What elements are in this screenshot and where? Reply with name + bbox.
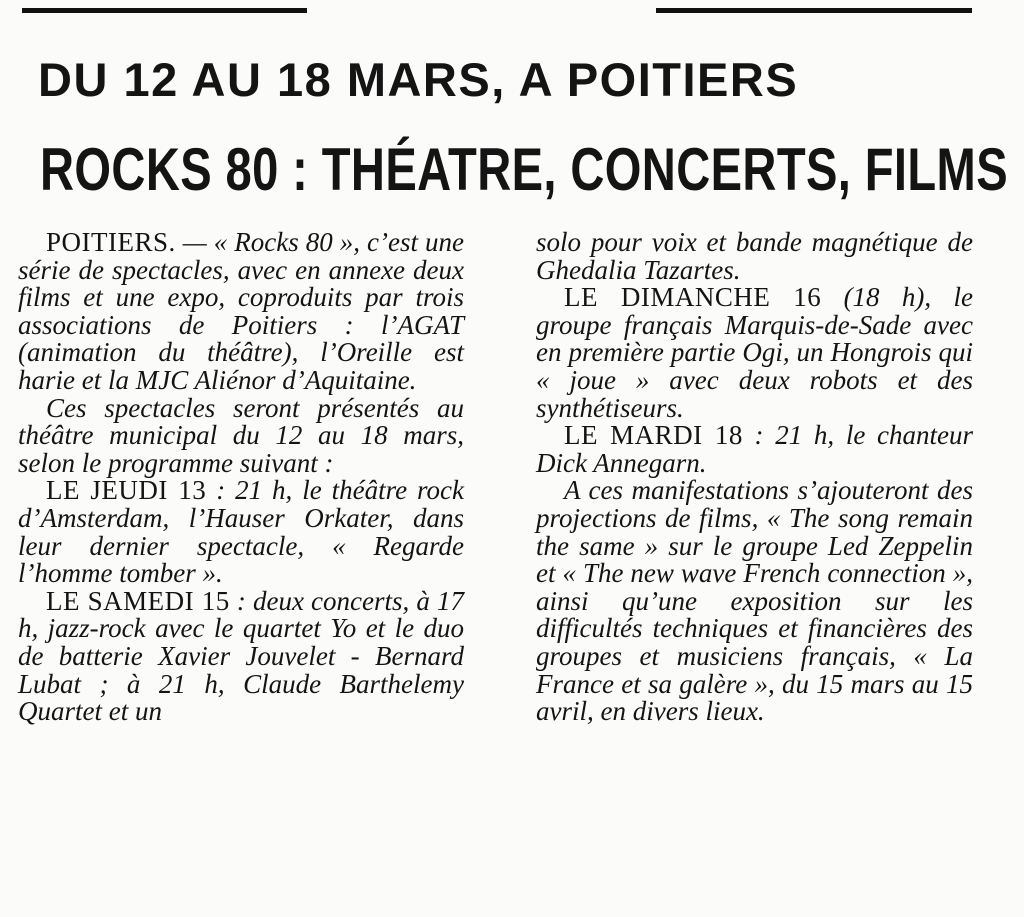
paragraph-continued [536,229,973,284]
top-rule-left [22,8,307,13]
dateline: POITIERS. [46,227,176,257]
day-heading: LE SAMEDI 15 [46,585,230,616]
paragraph-thursday [18,477,464,587]
paragraph-text: Ces spectacles seront présentés au théâtre municipal du 12 au 18 mars, selon le programme suivant : [18,392,464,478]
top-rule-right [656,8,972,13]
day-heading: LE MARDI 18 [564,420,743,451]
day-heading: LE JEUDI 13 [46,475,207,506]
paragraph-text: A ces manifestations s’ajouteront des projections de films, « The song remain the same » sur le groupe Led Zeppelin et « The new wave French connection », ainsi qu’une exposition sur les difficultés techniques et financières des groupes et musiciens français, « La France et sa galère », du 15 mars au 15 avril, en divers lieux. [536,475,973,727]
paragraph-text: solo pour voix et bande magnétique de Ghedalia Tazartes. [536,227,973,285]
paragraph-sunday [536,284,973,422]
paragraph-text: (18 h), le groupe français Marquis-de-Sade avec en première partie Ogi, un Hongrois qui « joue » avec deux robots et des synthétiseurs. [536,282,973,423]
headline: DU 12 AU 18 MARS, A POITIERS [38,53,799,106]
paragraph-text: : 21 h, le théâtre rock d’Amsterdam, l’Hauser Orkater, dans leur dernier spectacle, « Regarde l’homme tomber ». [18,475,464,589]
paragraph-extras [536,477,973,725]
paragraph-saturday [18,585,464,727]
left-column [18,229,464,726]
paragraph-text: : 21 h, le chanteur Dick Annegarn. [536,420,974,478]
paragraph-schedule-intro [18,392,464,478]
paragraph-text: — « Rocks 80 », c’est une série de spectacles, avec en annexe deux films et une expo, coproduits par trois associations de Poitiers : l’AGAT (animation du théâtre), l’Oreille est harie et la MJC Aliénor d’Aquitaine. [18,227,464,395]
paragraph-tuesday [536,422,973,477]
paragraph-text: : deux concerts, à 17 h, jazz-rock avec le quartet Yo et le duo de batterie Xavier Jouvelet - Bernard Lubat ; à 21 h, Claude Barthelemy Quartet et un [18,585,464,727]
day-heading: LE DIMANCHE 16 [564,282,822,313]
article-title: ROCKS 80 : THÉATRE, CONCERTS, FILMS [40,136,1009,203]
paragraph-intro [18,229,464,395]
right-column [536,229,973,726]
